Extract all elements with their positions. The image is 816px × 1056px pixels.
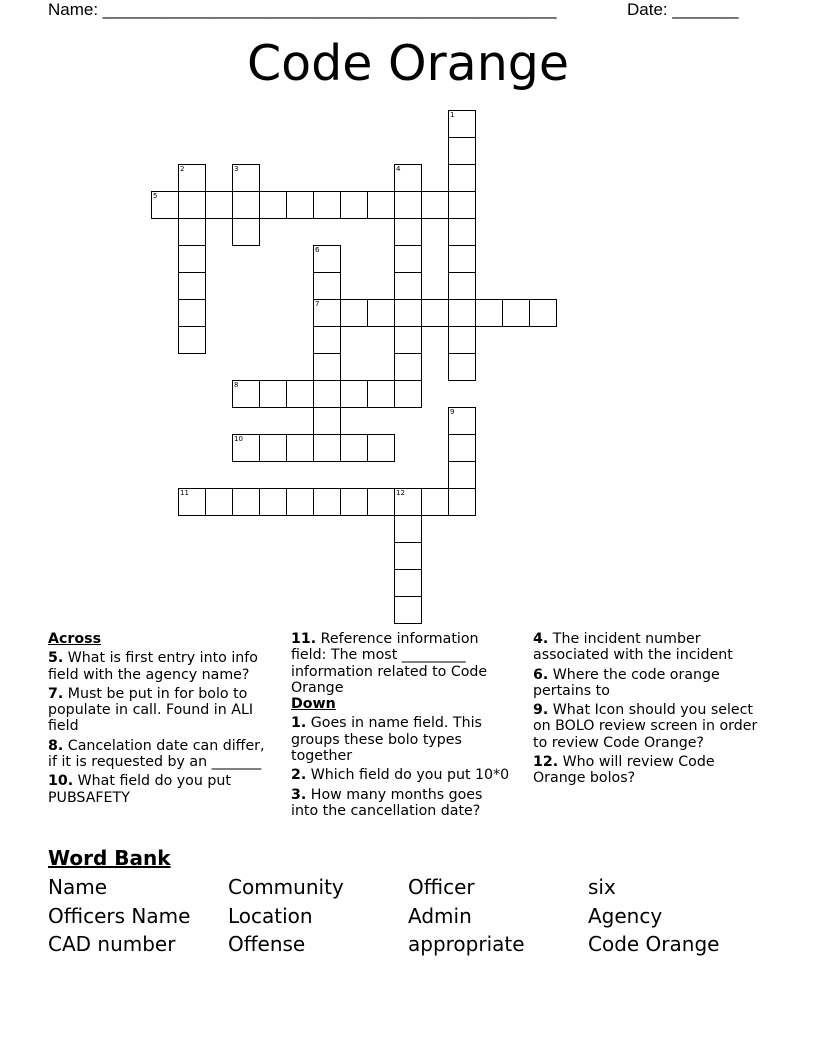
grid-cell[interactable] bbox=[340, 380, 368, 408]
clue-number-label: 6 bbox=[315, 246, 320, 254]
clue-number: 2. bbox=[291, 767, 307, 784]
grid-cell[interactable] bbox=[448, 191, 476, 219]
clue-down-3 bbox=[291, 787, 511, 820]
clue-text: What field do you put PUBSAFETY bbox=[48, 773, 231, 806]
clue-number: 4. bbox=[533, 631, 549, 647]
grid-cell[interactable] bbox=[394, 272, 422, 300]
grid-cell[interactable] bbox=[475, 299, 503, 327]
grid-cell[interactable] bbox=[448, 110, 476, 138]
clue-across-7 bbox=[48, 686, 270, 735]
clue-across-11 bbox=[291, 631, 511, 696]
clue-text: How many months goes into the cancellation date? bbox=[291, 786, 483, 819]
grid-cell[interactable] bbox=[313, 380, 341, 408]
clue-number-label: 7 bbox=[315, 300, 320, 308]
grid-cell[interactable] bbox=[448, 353, 476, 381]
clue-text: What Icon should you select on BOLO review screen in order to review Code Orange? bbox=[533, 702, 758, 751]
grid-cell[interactable] bbox=[313, 488, 341, 516]
clue-number-label: 1 bbox=[450, 111, 455, 119]
grid-cell[interactable] bbox=[286, 488, 314, 516]
grid-cell[interactable] bbox=[286, 434, 314, 462]
clue-down-6 bbox=[533, 667, 759, 700]
grid-cell[interactable] bbox=[340, 434, 368, 462]
clue-text: Which field do you put 10*0 bbox=[310, 767, 510, 784]
grid-cell[interactable] bbox=[259, 191, 287, 219]
grid-cell[interactable] bbox=[178, 218, 206, 246]
grid-cell[interactable] bbox=[178, 164, 206, 192]
grid-cell[interactable] bbox=[394, 596, 422, 624]
clue-text: Reference information field: The most _________ information related to Code Orange bbox=[291, 631, 488, 696]
word-bank-title: Word Bank bbox=[48, 846, 171, 870]
clue-number: 8. bbox=[48, 737, 64, 754]
grid-cell[interactable] bbox=[151, 191, 179, 219]
word-bank-item: CAD number bbox=[48, 932, 176, 956]
grid-cell[interactable] bbox=[367, 380, 395, 408]
word-bank-item: Location bbox=[228, 904, 313, 928]
clue-number: 12. bbox=[533, 754, 559, 771]
grid-cell[interactable] bbox=[448, 326, 476, 354]
clue-number-label: 9 bbox=[450, 408, 455, 416]
down-heading: Down bbox=[291, 696, 336, 713]
grid-cell[interactable] bbox=[232, 218, 260, 246]
clue-down-12 bbox=[533, 754, 759, 787]
word-bank-item: Name bbox=[48, 875, 108, 899]
grid-cell[interactable] bbox=[232, 380, 260, 408]
grid-cell[interactable] bbox=[178, 272, 206, 300]
grid-cell[interactable] bbox=[313, 353, 341, 381]
grid-cell[interactable] bbox=[178, 488, 206, 516]
grid-cell[interactable] bbox=[259, 488, 287, 516]
clue-number: 7. bbox=[48, 685, 64, 702]
clue-down-1 bbox=[291, 715, 511, 764]
grid-cell[interactable] bbox=[313, 245, 341, 273]
grid-cell[interactable] bbox=[205, 191, 233, 219]
clue-text: Who will review Code Orange bolos? bbox=[533, 754, 715, 787]
clue-down-9 bbox=[533, 702, 759, 751]
grid-cell[interactable] bbox=[394, 515, 422, 543]
clue-across-8 bbox=[48, 738, 270, 771]
clue-down-4 bbox=[533, 631, 759, 664]
clue-number-label: 2 bbox=[180, 165, 185, 173]
clue-text: Goes in name field. This groups these bolo types together bbox=[291, 715, 482, 765]
clue-text: The incident number associated with the incident bbox=[533, 631, 733, 664]
word-bank-item: Agency bbox=[588, 904, 663, 928]
date-line[interactable]: Date: _______ bbox=[627, 0, 739, 19]
clue-text: Where the code orange pertains to bbox=[533, 666, 720, 699]
clues-column-3 bbox=[533, 631, 759, 787]
grid-cell[interactable] bbox=[421, 299, 449, 327]
clues-column-2 bbox=[291, 631, 511, 819]
clues-column-1 bbox=[48, 631, 270, 806]
grid-cell[interactable] bbox=[394, 569, 422, 597]
grid-cell[interactable] bbox=[394, 353, 422, 381]
clue-number: 1. bbox=[291, 715, 307, 732]
page-title: Code Orange bbox=[246, 35, 570, 92]
clue-number-label: 8 bbox=[234, 381, 239, 389]
grid-cell[interactable] bbox=[259, 434, 287, 462]
grid-cell[interactable] bbox=[232, 191, 260, 219]
grid-cell[interactable] bbox=[502, 299, 530, 327]
clue-number-label: 12 bbox=[396, 489, 405, 497]
grid-cell[interactable] bbox=[448, 245, 476, 273]
grid-cell[interactable] bbox=[394, 299, 422, 327]
clue-number: 3. bbox=[291, 786, 307, 803]
clue-number: 5. bbox=[48, 650, 64, 667]
grid-cell[interactable] bbox=[232, 488, 260, 516]
grid-cell[interactable] bbox=[448, 218, 476, 246]
grid-cell[interactable] bbox=[232, 164, 260, 192]
clue-number: 10. bbox=[48, 773, 74, 790]
clue-down-2 bbox=[291, 767, 511, 783]
grid-cell[interactable] bbox=[178, 326, 206, 354]
grid-cell[interactable] bbox=[340, 488, 368, 516]
grid-cell[interactable] bbox=[448, 407, 476, 435]
grid-cell[interactable] bbox=[394, 380, 422, 408]
grid-cell[interactable] bbox=[205, 488, 233, 516]
clue-number-label: 5 bbox=[153, 192, 158, 200]
grid-cell[interactable] bbox=[313, 407, 341, 435]
clue-number-label: 3 bbox=[234, 165, 239, 173]
grid-cell[interactable] bbox=[286, 191, 314, 219]
grid-cell[interactable] bbox=[178, 299, 206, 327]
clue-number-label: 4 bbox=[396, 165, 401, 173]
grid-cell[interactable] bbox=[178, 245, 206, 273]
clue-across-5 bbox=[48, 650, 270, 683]
grid-cell[interactable] bbox=[448, 272, 476, 300]
grid-cell[interactable] bbox=[367, 488, 395, 516]
grid-cell[interactable] bbox=[448, 488, 476, 516]
word-bank-item: six bbox=[588, 875, 616, 899]
word-bank-item: Officer bbox=[408, 875, 475, 899]
grid-cell[interactable] bbox=[421, 191, 449, 219]
word-bank-item: appropriate bbox=[408, 932, 525, 956]
grid-cell[interactable] bbox=[367, 434, 395, 462]
grid-cell[interactable] bbox=[394, 542, 422, 570]
word-bank-item: Offense bbox=[228, 932, 306, 956]
grid-cell[interactable] bbox=[178, 191, 206, 219]
grid-cell[interactable] bbox=[421, 488, 449, 516]
word-bank-item: Officers Name bbox=[48, 904, 191, 928]
clue-number: 9. bbox=[533, 702, 549, 719]
clue-number: 11. bbox=[291, 631, 317, 647]
grid-cell[interactable] bbox=[313, 326, 341, 354]
grid-cell[interactable] bbox=[394, 245, 422, 273]
grid-cell[interactable] bbox=[448, 137, 476, 165]
word-bank-item: Admin bbox=[408, 904, 472, 928]
grid-cell[interactable] bbox=[394, 191, 422, 219]
clue-number-label: 11 bbox=[180, 489, 189, 497]
grid-cell[interactable] bbox=[313, 272, 341, 300]
grid-cell[interactable] bbox=[448, 164, 476, 192]
grid-cell[interactable] bbox=[394, 164, 422, 192]
name-line[interactable]: Name: ________________________________________________ bbox=[48, 0, 557, 19]
grid-cell[interactable] bbox=[448, 434, 476, 462]
grid-cell[interactable] bbox=[232, 434, 260, 462]
word-bank-item: Community bbox=[228, 875, 344, 899]
grid-cell[interactable] bbox=[286, 380, 314, 408]
clue-number-label: 10 bbox=[234, 435, 243, 443]
grid-cell[interactable] bbox=[340, 191, 368, 219]
grid-cell[interactable] bbox=[259, 380, 287, 408]
grid-cell[interactable] bbox=[340, 299, 368, 327]
grid-cell[interactable] bbox=[448, 299, 476, 327]
clue-number: 6. bbox=[533, 666, 549, 683]
clue-text: Cancelation date can differ, if it is requested by an _______ bbox=[48, 737, 265, 771]
clue-across-10 bbox=[48, 773, 270, 806]
grid-cell[interactable] bbox=[394, 326, 422, 354]
grid-cell[interactable] bbox=[529, 299, 557, 327]
grid-cell[interactable] bbox=[313, 434, 341, 462]
clue-text: Must be put in for bolo to populate in call. Found in ALI field bbox=[48, 685, 254, 735]
grid-cell[interactable] bbox=[367, 299, 395, 327]
grid-cell[interactable] bbox=[448, 461, 476, 489]
grid-cell[interactable] bbox=[313, 191, 341, 219]
grid-cell[interactable] bbox=[313, 299, 341, 327]
grid-cell[interactable] bbox=[394, 218, 422, 246]
across-heading: Across bbox=[48, 631, 102, 647]
grid-cell[interactable] bbox=[394, 488, 422, 516]
grid-cell[interactable] bbox=[367, 191, 395, 219]
word-bank-item: Code Orange bbox=[588, 932, 720, 956]
clue-text: What is first entry into info field with the agency name? bbox=[48, 650, 258, 683]
